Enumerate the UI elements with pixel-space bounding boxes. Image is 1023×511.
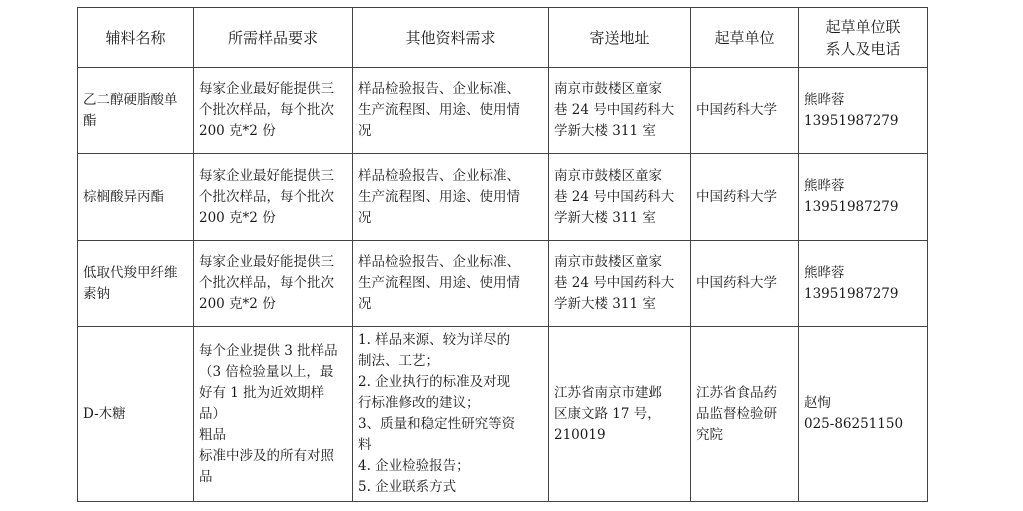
cell-line: D-木糖 [83,405,126,422]
cell-line: 巷 24 号中国药科大 [554,102,675,118]
cell-other-documents [353,68,549,154]
cell-line: 200 克*2 份 [199,296,276,312]
table-row [78,241,928,327]
cell-line: 南京市鼓楼区童家 [554,254,662,270]
cell-line: （3 倍检验量以上，最 [199,363,334,380]
cell-shipping-address [549,327,691,502]
header-contact: 起草单位联 系人及电话 [799,8,928,68]
cell-line: 样品检验报告、企业标准、 [358,81,520,97]
header-docs: 其他资料需求 [353,8,549,68]
cell-line: 熊晔蓉 [804,178,845,194]
cell-line: 个批次样品，每个批次 [199,188,334,205]
cell-line: 区康文路 17 号， [554,405,661,422]
table-row [78,154,928,241]
cell-line: 巷 24 号中国药科大 [554,275,675,291]
cell-line: 南京市鼓楼区童家 [554,167,662,184]
header-name: 辅料名称 [78,8,194,68]
cell-line: 4. 企业检验报告； [358,458,470,474]
cell-line: 200 克*2 份 [199,209,276,226]
cell-line: 每家企业最好能提供三 [199,254,334,270]
cell-line: 制法、工艺； [358,353,439,369]
cell-line: 品 [199,468,213,485]
cell-line: 中国药科大学 [696,188,777,205]
header-address: 寄送地址 [549,8,691,68]
table-row [78,68,928,154]
cell-contact [799,154,928,241]
cell-line: 行标准修改的建议； [358,395,480,411]
cell-drafting-unit [691,154,799,241]
cell-shipping-address [549,68,691,154]
header-unit: 起草单位 [691,8,799,68]
cell-sample-requirement [194,241,353,327]
cell-line: 学新大楼 311 室 [554,209,656,226]
cell-sample-requirement [194,327,353,502]
cell-line: 1. 样品来源、较为详尽的 [358,332,511,348]
cell-line: 素钠 [83,285,110,302]
cell-line: 3、质量和稳定性研究等资 [358,416,516,432]
cell-line: 学新大楼 311 室 [554,123,656,139]
cell-line: 江苏省南京市建邺 [554,384,662,401]
cell-line: 酯 [83,112,97,129]
materials-table [77,7,928,502]
cell-line: 13951987279 [804,199,899,215]
cell-line: 品） [199,405,226,422]
cell-material-name [78,327,194,502]
cell-line: 况 [358,209,372,226]
cell-line: 南京市鼓楼区童家 [554,81,662,97]
cell-line: 样品检验报告、企业标准、 [358,167,520,184]
table-row [78,327,928,502]
cell-line: 13951987279 [804,285,899,302]
cell-line: 学新大楼 311 室 [554,296,656,312]
cell-line: 生产流程图、用途、使用情 [358,275,520,291]
cell-line: 025-86251150 [804,416,904,432]
cell-line: 生产流程图、用途、使用情 [358,102,520,118]
cell-line: 中国药科大学 [696,275,777,291]
cell-line: 标准中涉及的所有对照 [199,447,334,464]
cell-line: 江苏省食品药 [696,384,777,401]
cell-line: 2. 企业执行的标准及对现 [358,374,511,390]
cell-shipping-address [549,154,691,241]
header-sample: 所需样品要求 [194,8,353,68]
cell-material-name [78,68,194,154]
cell-line: 巷 24 号中国药科大 [554,188,675,205]
cell-drafting-unit [691,68,799,154]
cell-line: 5. 企业联系方式 [358,479,457,495]
cell-contact [799,241,928,327]
cell-material-name [78,154,194,241]
cell-line: 品监督检验研 [696,405,777,422]
cell-sample-requirement [194,154,353,241]
cell-shipping-address [549,241,691,327]
cell-contact [799,327,928,502]
cell-line: 赵恂 [804,395,831,411]
cell-line: 个批次样品，每个批次 [199,275,334,291]
cell-material-name [78,241,194,327]
cell-line: 200 克*2 份 [199,123,276,139]
cell-line: 熊晔蓉 [804,91,845,108]
cell-line: 每家企业最好能提供三 [199,81,334,97]
cell-line: 况 [358,123,372,139]
cell-line: 乙二醇硬脂酸单 [83,91,178,108]
cell-line: 究院 [696,426,723,443]
cell-line: 好有 1 批为近效期样 [199,384,325,401]
cell-line: 每个企业提供 3 批样品 [199,342,338,359]
cell-line: 13951987279 [804,112,899,129]
cell-line: 样品检验报告、企业标准、 [358,254,520,270]
header-row [78,8,928,68]
cell-contact [799,68,928,154]
cell-drafting-unit [691,327,799,502]
cell-line: 棕榈酸异丙酯 [83,188,164,205]
cell-drafting-unit [691,241,799,327]
cell-line: 料 [358,437,372,453]
cell-line: 生产流程图、用途、使用情 [358,188,520,205]
cell-other-documents [353,327,549,502]
cell-line: 况 [358,296,372,312]
cell-other-documents [353,154,549,241]
cell-line: 中国药科大学 [696,102,777,118]
cell-other-documents [353,241,549,327]
cell-line: 粗品 [199,426,226,443]
cell-line: 低取代羧甲纤维 [83,264,178,281]
cell-line: 每家企业最好能提供三 [199,167,334,184]
cell-sample-requirement [194,68,353,154]
cell-line: 熊晔蓉 [804,264,845,281]
cell-line: 个批次样品，每个批次 [199,102,334,118]
cell-line: 210019 [554,426,606,443]
